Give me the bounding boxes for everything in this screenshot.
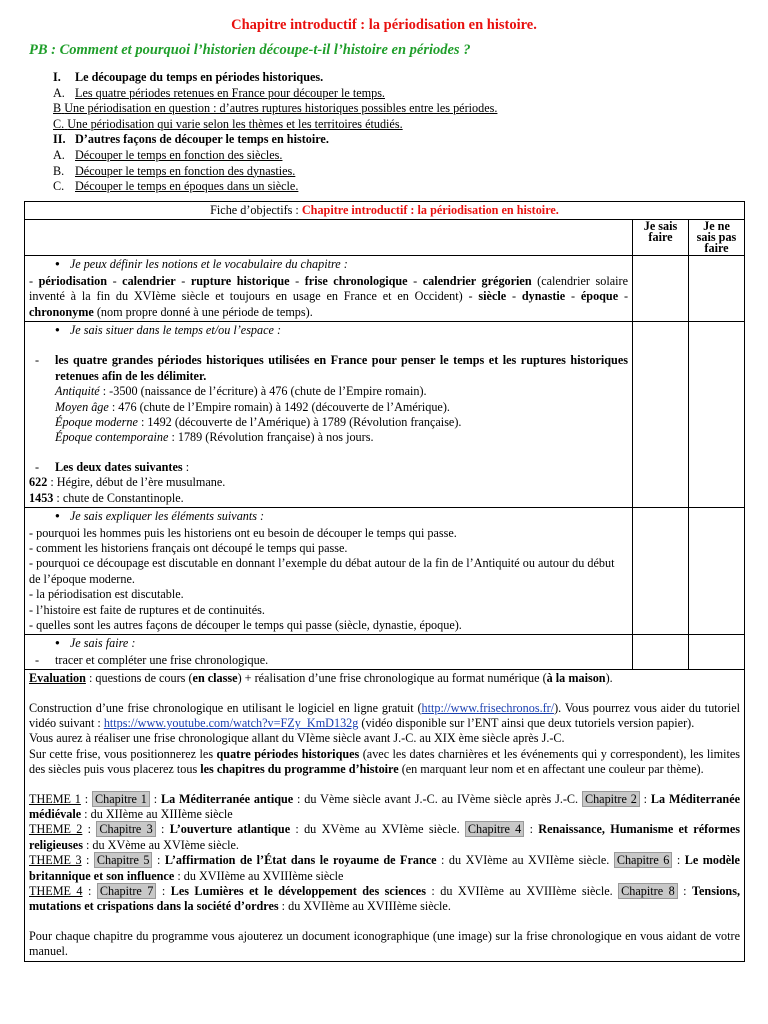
theme-3: THEME 3 : Chapitre 5 : L’affirmation de l’État dans le royaume de France : du XVIème au XVIIème siècle. Chapitre 6 : Le modèle britannique et son influence : du XVIIème au XVIIIème siècle (29, 853, 740, 883)
checkbox-cell-sais[interactable] (633, 256, 689, 322)
period-moyen-age: Moyen âge : 476 (chute de l’Empire romain) à 1492 (découverte de l’Amérique). (55, 399, 450, 414)
plan-part-2: II. D’autres façons de découper le temps en histoire. (53, 132, 329, 147)
theme-2: THEME 2 : Chapitre 3 : L’ouverture atlantique : du XVème au XVIème siècle. Chapitre 4 : Renaissance, Humanisme et réformes religieuses : du XVème au XVIème siècle. (29, 822, 740, 852)
objective-bullet: ● Je peux définir les notions et le vocabulaire du chapitre : (29, 257, 628, 273)
explain-item: - la périodisation est discutable. (29, 587, 184, 602)
explain-item: - quelles sont les autres façons de découper le temps qui passe (siècle, dynastie, époque). (29, 617, 462, 632)
explain-item: - pourquoi ce découpage est discutable en donnant l’exemple du débat autour de la fin de l’Antiquité ou autour du début de l’époque moderne. (29, 556, 615, 586)
plan-part-1c: C. Une périodisation qui varie selon les thèmes et les territoires étudiés. (53, 116, 403, 131)
objective-expliquer (25, 508, 633, 635)
faire-item: - tracer et compléter une frise chronologique. (35, 652, 269, 667)
period-antiquite: Antiquité : -3500 (naissance de l’écriture) à 476 (chute de l’Empire romain). (55, 384, 427, 399)
chapter-7-tag: Chapitre 7 (97, 883, 157, 899)
evaluation-range: Vous aurez à réaliser une frise chronologique allant du VIème siècle avant J.-C. au XIX ème siècle après J.-C. (29, 731, 565, 746)
objective-row-expliquer (25, 508, 745, 635)
objectives-table (24, 201, 745, 962)
objective-row-vocabulary (25, 256, 745, 322)
objectives-header-row (25, 202, 745, 220)
col-header-je-sais-faire: Je sais faire (633, 220, 689, 256)
checkbox-cell-sais-pas[interactable] (689, 322, 745, 508)
plan-part-2a: A. Découper le temps en fonction des siècles. (53, 147, 283, 162)
chapter-8-tag: Chapitre 8 (618, 883, 678, 899)
column-header-row (25, 220, 745, 256)
date-622: 622 : Hégire, début de l’ère musulmane. (29, 475, 226, 490)
evaluation-instructions: Construction d’une frise chronologique en utilisant le logiciel en ligne gratuit (http://www.frisechronos.fr/). Vous pourrez vous aider du tutoriel vidéo suivant : https://www.youtube.com/watch?v=FZy_KmD132g (vidéo disponible sur l’ENT ainsi que deux tutoriels version papier). (29, 700, 741, 730)
chapter-6-tag: Chapitre 6 (614, 852, 673, 868)
plan-part-1b: B Une périodisation en question : d’autres ruptures historiques possibles entre les périodes. (53, 101, 498, 116)
plan-part-2b: B. Découper le temps en fonction des dynasties. (53, 163, 296, 178)
theme-1: THEME 1 : Chapitre 1 : La Méditerranée antique : du Vème siècle avant J.-C. au IVème siècle après J.-C. Chapitre 2 : La Méditerranée médiévale : du XIIème au XIIIème siècle (29, 791, 741, 821)
chapter-3-tag: Chapitre 3 (96, 821, 155, 837)
plan-part-1: I. Le découpage du temps en périodes historiques. (53, 70, 324, 84)
evaluation-cell (25, 670, 745, 962)
periods-item: - les quatre grandes périodes historiques utilisées en France pour penser le temps et les ruptures historiques retenues afin de les délimiter. (35, 353, 628, 383)
evaluation-row (25, 670, 745, 962)
explain-item: - l’histoire est faite de ruptures et de continuités. (29, 602, 265, 617)
theme-4: THEME 4 : Chapitre 7 : Les Lumières et le développement des sciences : du XVIIème au XVIIIème siècle. Chapitre 8 : Tensions, mutations et crispations dans la société d’ordres : du XVIIème au XVIIIème siècle. (29, 884, 740, 914)
chapter-title: Chapitre introductif : la périodisation en histoire. (231, 17, 537, 33)
chapter-1-tag: Chapitre 1 (92, 791, 150, 807)
evaluation-image-instruction: Pour chaque chapitre du programme vous ajouterez un document iconographique (une image) sur la frise chronologique en vous aidant de votre manuel. (29, 928, 740, 959)
chapter-5-tag: Chapitre 5 (94, 852, 153, 868)
plan-part-1a: A. Les quatre périodes retenues en France pour découper le temps. (53, 85, 385, 100)
evaluation-details: Sur cette frise, vous positionnerez les quatre périodes historiques (avec les dates charnières et les événements qui y correspondent), les limites des siècles puis vous placerez tous les chapitres du programme d’histoire (en marquant leur nom et en affectant une couleur par thème). (29, 746, 740, 777)
objective-situer (25, 322, 633, 508)
plan-part-2c: C. Découper le temps en époques dans un siècle. (53, 179, 299, 194)
course-plan (53, 70, 497, 195)
objective-row-faire (25, 635, 745, 670)
explain-item: - comment les historiens français ont découpé le temps qui passe. (29, 540, 348, 555)
frisechronos-link[interactable]: http://www.frisechronos.fr/ (421, 700, 555, 715)
checkbox-cell-sais-pas[interactable] (689, 256, 745, 322)
evaluation-summary: Evaluation : questions de cours (en classe) + réalisation d’une frise chronologique au format numérique (à la maison). (29, 671, 613, 686)
problematique: PB : Comment et pourquoi l’historien découpe-t-il l’histoire en périodes ? (29, 42, 471, 58)
dates-item: - Les deux dates suivantes : (35, 459, 190, 474)
objectives-header: Fiche d’objectifs : Chapitre introductif : la périodisation en histoire. (25, 202, 745, 220)
checkbox-cell-sais[interactable] (633, 635, 689, 670)
checkbox-cell-sais[interactable] (633, 508, 689, 635)
checkbox-cell-sais-pas[interactable] (689, 508, 745, 635)
empty-header-cell (25, 220, 633, 256)
checkbox-cell-sais-pas[interactable] (689, 635, 745, 670)
objective-faire (25, 635, 633, 670)
checkbox-cell-sais[interactable] (633, 322, 689, 508)
objective-bullet: ● Je sais situer dans le temps et/ou l’espace : (29, 323, 628, 339)
objective-row-situer (25, 322, 745, 508)
chapter-4-tag: Chapitre 4 (465, 821, 524, 837)
period-moderne: Époque moderne : 1492 (découverte de l’Amérique) à 1789 (Révolution française). (55, 415, 462, 430)
youtube-tutorial-link[interactable]: https://www.youtube.com/watch?v=FZy_KmD132g (103, 715, 359, 730)
col-header-je-ne-sais-pas-faire: Je ne sais pas faire (689, 220, 745, 256)
period-contemporaine: Époque contemporaine : 1789 (Révolution française) à nos jours. (55, 430, 374, 445)
date-1453: 1453 : chute de Constantinople. (29, 490, 184, 505)
objective-bullet: ● Je sais faire : (29, 636, 628, 652)
explain-item: - pourquoi les hommes puis les historiens ont eu besoin de découper le temps qui passe. (29, 525, 457, 540)
objective-vocabulary (25, 256, 633, 322)
vocabulary-list: - périodisation - calendrier - rupture historique - frise chronologique - calendrier grégorien (calendrier solaire inventé à la fin du XVIème siècle et toujours en usage en France et en Occident) - siècle - dynastie - époque - chrononyme (nom propre donné à une période de temps). (29, 273, 628, 319)
objective-bullet: ● Je sais expliquer les éléments suivants : (29, 509, 628, 525)
chapter-2-tag: Chapitre 2 (582, 791, 640, 807)
